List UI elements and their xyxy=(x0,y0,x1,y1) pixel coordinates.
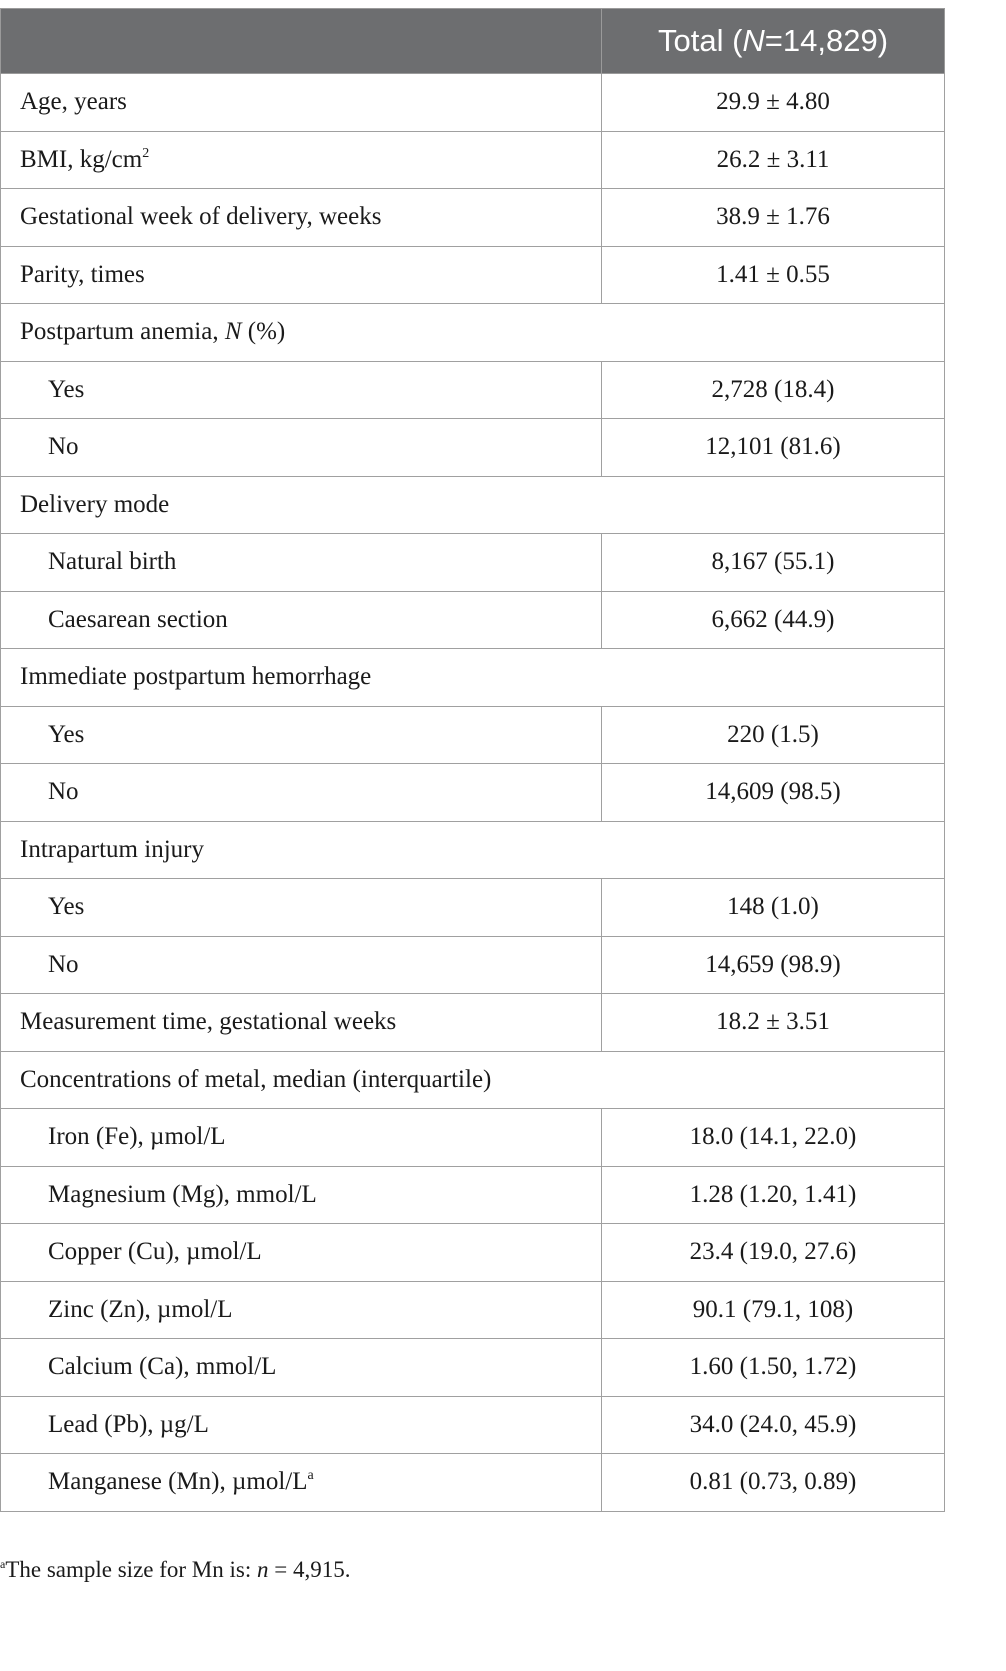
row-label: Lead (Pb), µg/L xyxy=(1,1396,602,1454)
section-label-prefix: Postpartum anemia, xyxy=(20,318,225,346)
section-empty-value xyxy=(602,476,945,534)
table-row-lead xyxy=(1,1396,945,1454)
table-row-manganese xyxy=(1,1454,945,1512)
row-label: Age, years xyxy=(1,74,602,132)
section-label: Intrapartum injury xyxy=(1,821,602,879)
section-label-n: N xyxy=(224,318,242,346)
table-section-hemorrhage xyxy=(1,649,945,707)
row-label-text: Manganese (Mn), µmol/L xyxy=(48,1468,308,1496)
table-row-anemia-no xyxy=(1,419,945,477)
table-row-injury-no xyxy=(1,936,945,994)
row-label: Yes xyxy=(1,879,602,937)
table-row-parity xyxy=(1,246,945,304)
table-row-injury-yes xyxy=(1,879,945,937)
table-row-copper xyxy=(1,1224,945,1282)
table-row-anemia-yes xyxy=(1,361,945,419)
header-total-prefix: Total ( xyxy=(657,23,743,58)
table-section-metals xyxy=(1,1051,945,1109)
row-label-text: BMI, kg/cm xyxy=(20,145,143,173)
row-value: 1.41 ± 0.55 xyxy=(602,246,945,304)
table-row-bmi xyxy=(1,131,945,189)
section-empty-value xyxy=(602,821,945,879)
row-label: Magnesium (Mg), mmol/L xyxy=(1,1166,602,1224)
row-label: Parity, times xyxy=(1,246,602,304)
row-label: Gestational week of delivery, weeks xyxy=(1,189,602,247)
table-row-calcium xyxy=(1,1339,945,1397)
row-label: Caesarean section xyxy=(1,591,602,649)
row-value: 38.9 ± 1.76 xyxy=(602,189,945,247)
section-label: Delivery mode xyxy=(1,476,602,534)
row-label: Yes xyxy=(1,706,602,764)
row-value: 148 (1.0) xyxy=(602,879,945,937)
header-total xyxy=(602,9,945,74)
row-value: 26.2 ± 3.11 xyxy=(602,131,945,189)
row-label: Copper (Cu), µmol/L xyxy=(1,1224,602,1282)
row-label: Calcium (Ca), mmol/L xyxy=(1,1339,602,1397)
table-container xyxy=(0,8,944,1512)
footnote-n-value: = 4,915. xyxy=(268,1557,351,1582)
section-label: Concentrations of metal, median (interquartile) xyxy=(1,1051,602,1109)
row-value: 18.0 (14.1, 22.0) xyxy=(602,1109,945,1167)
row-value: 29.9 ± 4.80 xyxy=(602,74,945,132)
table-footnote xyxy=(0,1557,350,1583)
table-row-measurement-time xyxy=(1,994,945,1052)
table-row-gestational-week xyxy=(1,189,945,247)
section-empty-value xyxy=(602,1051,945,1109)
row-value: 14,609 (98.5) xyxy=(602,764,945,822)
row-label xyxy=(1,131,602,189)
table-section-delivery-mode xyxy=(1,476,945,534)
section-label: Immediate postpartum hemorrhage xyxy=(1,649,602,707)
header-total-n: N xyxy=(742,23,765,58)
characteristics-table xyxy=(0,8,945,1512)
row-label: No xyxy=(1,764,602,822)
row-value: 6,662 (44.9) xyxy=(602,591,945,649)
table-row-iron xyxy=(1,1109,945,1167)
row-label: Yes xyxy=(1,361,602,419)
table-header-row xyxy=(1,9,945,74)
table-row-magnesium xyxy=(1,1166,945,1224)
row-label xyxy=(1,1454,602,1512)
row-label: No xyxy=(1,419,602,477)
table-row-hemorrhage-yes xyxy=(1,706,945,764)
row-value: 220 (1.5) xyxy=(602,706,945,764)
row-value: 2,728 (18.4) xyxy=(602,361,945,419)
row-value: 18.2 ± 3.51 xyxy=(602,994,945,1052)
table-row-hemorrhage-no xyxy=(1,764,945,822)
section-label xyxy=(1,304,602,362)
footnote-marker: a xyxy=(0,1557,6,1571)
table-row-natural-birth xyxy=(1,534,945,592)
header-empty-cell xyxy=(1,9,602,74)
row-value: 12,101 (81.6) xyxy=(602,419,945,477)
row-value: 1.60 (1.50, 1.72) xyxy=(602,1339,945,1397)
table-row-zinc xyxy=(1,1281,945,1339)
row-value: 1.28 (1.20, 1.41) xyxy=(602,1166,945,1224)
table-section-anemia xyxy=(1,304,945,362)
row-value: 0.81 (0.73, 0.89) xyxy=(602,1454,945,1512)
row-label: Natural birth xyxy=(1,534,602,592)
table-section-injury xyxy=(1,821,945,879)
row-label: Zinc (Zn), µmol/L xyxy=(1,1281,602,1339)
row-value: 8,167 (55.1) xyxy=(602,534,945,592)
table-row-caesarean xyxy=(1,591,945,649)
row-label: Measurement time, gestational weeks xyxy=(1,994,602,1052)
row-value: 90.1 (79.1, 108) xyxy=(602,1281,945,1339)
header-total-suffix: =14,829) xyxy=(764,23,889,58)
row-label: No xyxy=(1,936,602,994)
footnote-text: The sample size for Mn is: xyxy=(5,1557,257,1582)
row-value: 14,659 (98.9) xyxy=(602,936,945,994)
row-label-superscript: 2 xyxy=(142,145,150,161)
row-value: 34.0 (24.0, 45.9) xyxy=(602,1396,945,1454)
footnote-n: n xyxy=(257,1557,269,1582)
table-row-age xyxy=(1,74,945,132)
row-value: 23.4 (19.0, 27.6) xyxy=(602,1224,945,1282)
section-label-suffix: (%) xyxy=(241,318,286,346)
section-empty-value xyxy=(602,304,945,362)
section-empty-value xyxy=(602,649,945,707)
row-label: Iron (Fe), µmol/L xyxy=(1,1109,602,1167)
row-label-superscript: a xyxy=(307,1468,314,1484)
